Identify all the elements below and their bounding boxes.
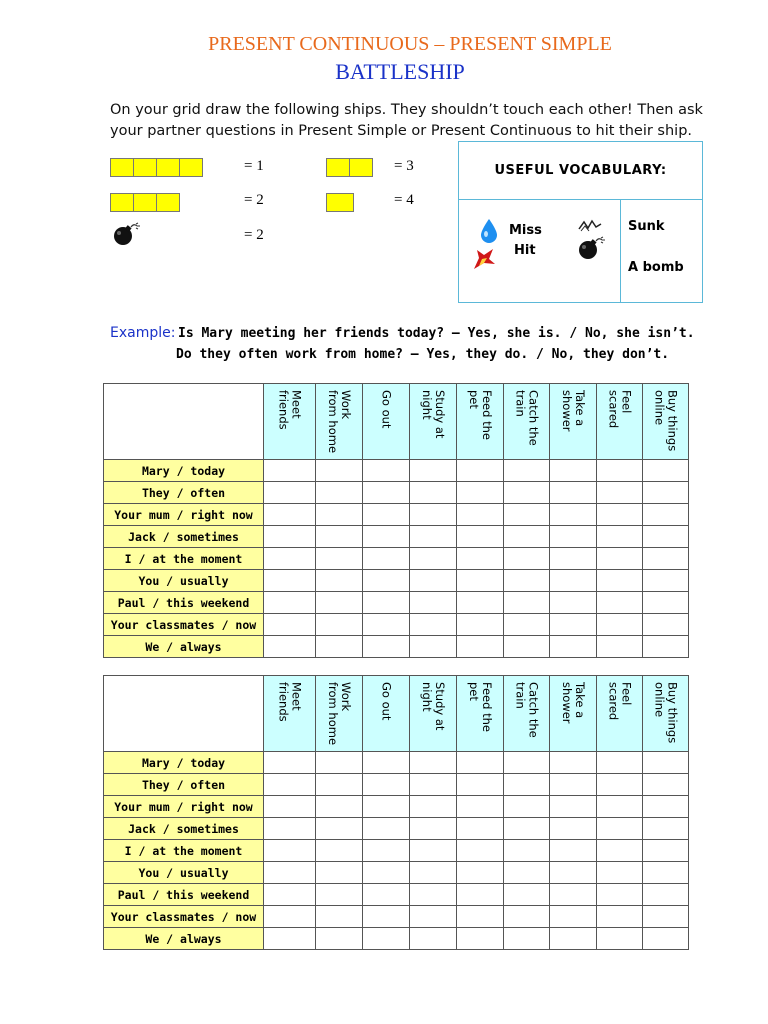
example-line-2: Do they often work from home? – Yes, they do. / No, they don’t.	[176, 347, 670, 362]
grid-cell[interactable]	[597, 796, 643, 818]
grid-cell[interactable]	[457, 636, 504, 658]
row-label: Your mum / right now	[104, 796, 264, 818]
table-row	[104, 862, 689, 884]
grid-cell[interactable]	[316, 570, 363, 592]
grid-cell[interactable]	[643, 906, 689, 928]
grid-cell[interactable]	[643, 570, 689, 592]
grid-cell[interactable]	[410, 774, 457, 796]
grid-cell[interactable]	[410, 460, 457, 482]
row-label: We / always	[104, 928, 264, 950]
grid-cell[interactable]	[316, 504, 363, 526]
grid-cell[interactable]	[410, 884, 457, 906]
grid-cell[interactable]	[597, 840, 643, 862]
activity-header	[643, 676, 689, 752]
sunk-icon	[577, 219, 603, 233]
grid-cell[interactable]	[264, 774, 316, 796]
grid-cell[interactable]	[550, 592, 597, 614]
grid-cell[interactable]	[363, 592, 410, 614]
row-label: Your mum / right now	[104, 504, 264, 526]
activity-label: Go out	[379, 682, 394, 721]
grid-cell[interactable]	[597, 526, 643, 548]
grid-cell[interactable]	[550, 774, 597, 796]
grid-cell[interactable]	[363, 818, 410, 840]
grid-cell[interactable]	[457, 906, 504, 928]
table-row	[104, 906, 689, 928]
grid-cell[interactable]	[316, 840, 363, 862]
row-label: Paul / this weekend	[104, 592, 264, 614]
grid-cell[interactable]	[264, 570, 316, 592]
grid-cell[interactable]	[410, 570, 457, 592]
grid-cell[interactable]	[643, 796, 689, 818]
grid-cell[interactable]	[410, 796, 457, 818]
grid-corner-cell	[104, 676, 264, 752]
water-drop-icon	[479, 218, 499, 244]
grid-cell[interactable]	[457, 614, 504, 636]
grid-cell[interactable]	[410, 636, 457, 658]
grid-cell[interactable]	[643, 818, 689, 840]
grid-cell[interactable]	[550, 526, 597, 548]
activity-label: Take a shower	[560, 682, 587, 724]
grid-cell[interactable]	[550, 504, 597, 526]
grid-cell[interactable]	[597, 906, 643, 928]
table-row	[104, 774, 689, 796]
grid-cell[interactable]	[363, 928, 410, 950]
grid-cell[interactable]	[410, 818, 457, 840]
grid-cell[interactable]	[316, 526, 363, 548]
grid-cell[interactable]	[264, 840, 316, 862]
grid-cell[interactable]	[457, 504, 504, 526]
grid-cell[interactable]	[363, 482, 410, 504]
ship-four-cells	[110, 158, 202, 177]
grid-cell[interactable]	[504, 482, 550, 504]
page-title: PRESENT CONTINUOUS – PRESENT SIMPLE	[208, 33, 612, 55]
grid-cell[interactable]	[363, 906, 410, 928]
grid-cell[interactable]	[597, 592, 643, 614]
grid-cell[interactable]	[457, 460, 504, 482]
table-row	[104, 614, 689, 636]
ship-four-count: = 1	[244, 158, 264, 174]
grid-cell[interactable]	[410, 548, 457, 570]
grid-cell[interactable]	[597, 614, 643, 636]
activity-label: Buy things online	[652, 390, 680, 452]
grid-cell[interactable]	[597, 752, 643, 774]
table-row	[104, 570, 689, 592]
table-row	[104, 460, 689, 482]
ship-one-count: = 4	[394, 192, 414, 208]
grid-cell[interactable]	[550, 818, 597, 840]
grid-cell[interactable]	[316, 774, 363, 796]
activity-header	[363, 676, 410, 752]
grid-cell[interactable]	[597, 774, 643, 796]
table-row	[104, 636, 689, 658]
grid-cell[interactable]	[363, 636, 410, 658]
grid-cell[interactable]	[363, 614, 410, 636]
grid-cell[interactable]	[643, 482, 689, 504]
vocab-sunk: Sunk	[628, 219, 665, 234]
activity-label: Work from home	[326, 682, 353, 746]
grid-cell[interactable]	[597, 504, 643, 526]
grid-cell[interactable]	[316, 636, 363, 658]
grid-cell[interactable]	[597, 636, 643, 658]
grid-cell[interactable]	[504, 884, 550, 906]
grid-cell[interactable]	[316, 884, 363, 906]
grid-cell[interactable]	[264, 592, 316, 614]
grid-cell[interactable]	[504, 928, 550, 950]
grid-cell[interactable]	[643, 840, 689, 862]
grid-cell[interactable]	[264, 862, 316, 884]
grid-cell[interactable]	[316, 592, 363, 614]
grid-cell[interactable]	[316, 928, 363, 950]
grid-cell[interactable]	[504, 774, 550, 796]
row-label: Your classmates / now	[104, 614, 264, 636]
grid-cell[interactable]	[363, 840, 410, 862]
grid-cell[interactable]	[410, 526, 457, 548]
grid-cell[interactable]	[316, 752, 363, 774]
row-label: Mary / today	[104, 752, 264, 774]
grid-cell[interactable]	[504, 614, 550, 636]
row-label: We / always	[104, 636, 264, 658]
activity-label: Catch the train	[513, 390, 541, 446]
example-line-1: Is Mary meeting her friends today? – Yes, she is. / No, she isn’t.	[178, 326, 695, 341]
grid-cell[interactable]	[550, 614, 597, 636]
grid-cell[interactable]	[643, 928, 689, 950]
grid-cell[interactable]	[643, 884, 689, 906]
activity-header	[597, 676, 643, 752]
row-label: I / at the moment	[104, 840, 264, 862]
grid-cell[interactable]	[597, 818, 643, 840]
ship-three-cells	[110, 193, 179, 212]
grid-cell[interactable]	[264, 906, 316, 928]
row-label: Paul / this weekend	[104, 884, 264, 906]
grid-cell[interactable]	[550, 862, 597, 884]
grid-cell[interactable]	[363, 504, 410, 526]
grid-cell[interactable]	[264, 796, 316, 818]
grid-cell[interactable]	[597, 548, 643, 570]
grid-cell[interactable]	[643, 774, 689, 796]
activity-label: Feed the pet	[467, 682, 494, 732]
grid-cell[interactable]	[457, 884, 504, 906]
grid-cell[interactable]	[264, 526, 316, 548]
grid-cell[interactable]	[363, 796, 410, 818]
grid-cell[interactable]	[597, 928, 643, 950]
grid-cell[interactable]	[410, 928, 457, 950]
activity-header	[316, 676, 363, 752]
battleship-grid-1	[103, 383, 689, 658]
grid-cell[interactable]	[363, 862, 410, 884]
table-row	[104, 796, 689, 818]
grid-cell[interactable]	[550, 570, 597, 592]
grid-cell[interactable]	[550, 884, 597, 906]
activity-header	[643, 384, 689, 460]
grid-cell[interactable]	[410, 482, 457, 504]
grid-cell[interactable]	[504, 548, 550, 570]
grid-cell[interactable]	[264, 614, 316, 636]
ship-one-cell	[326, 193, 353, 212]
grid-cell[interactable]	[457, 752, 504, 774]
grid-cell[interactable]	[457, 862, 504, 884]
grid-cell[interactable]	[504, 840, 550, 862]
grid-cell[interactable]	[457, 570, 504, 592]
grid-cell[interactable]	[597, 482, 643, 504]
grid-cell[interactable]	[264, 548, 316, 570]
grid-cell[interactable]	[504, 818, 550, 840]
activity-label: Meet friends	[276, 390, 304, 430]
grid-cell[interactable]	[597, 570, 643, 592]
grid-cell[interactable]	[597, 884, 643, 906]
table-row	[104, 592, 689, 614]
bomb-icon	[111, 222, 141, 246]
activity-label: Feed the pet	[467, 390, 494, 440]
table-row	[104, 818, 689, 840]
grid-cell[interactable]	[264, 884, 316, 906]
activity-header	[264, 384, 316, 460]
grid-cell[interactable]	[410, 504, 457, 526]
grid-cell[interactable]	[316, 482, 363, 504]
grid-cell[interactable]	[457, 818, 504, 840]
grid-cell[interactable]	[410, 906, 457, 928]
grid-cell[interactable]	[457, 526, 504, 548]
grid-header-row	[104, 676, 689, 752]
grid-cell[interactable]	[457, 796, 504, 818]
grid-cell[interactable]	[550, 460, 597, 482]
activity-label: Study at night	[420, 390, 447, 439]
grid-cell[interactable]	[457, 774, 504, 796]
grid-cell[interactable]	[316, 460, 363, 482]
activity-header	[597, 384, 643, 460]
row-label: They / often	[104, 774, 264, 796]
grid-cell[interactable]	[410, 592, 457, 614]
table-row	[104, 752, 689, 774]
grid-cell[interactable]	[550, 548, 597, 570]
grid-cell[interactable]	[550, 906, 597, 928]
grid-cell[interactable]	[504, 504, 550, 526]
row-label: Jack / sometimes	[104, 526, 264, 548]
grid-cell[interactable]	[264, 636, 316, 658]
activity-header	[410, 676, 457, 752]
grid-cell[interactable]	[504, 570, 550, 592]
grid-cell[interactable]	[643, 614, 689, 636]
table-row	[104, 840, 689, 862]
grid-cell[interactable]	[363, 548, 410, 570]
table-row	[104, 928, 689, 950]
grid-cell[interactable]	[643, 548, 689, 570]
activity-header	[457, 384, 504, 460]
grid-cell[interactable]	[643, 752, 689, 774]
row-label: Jack / sometimes	[104, 818, 264, 840]
grid-cell[interactable]	[643, 526, 689, 548]
ship-three-count: = 2	[244, 192, 264, 208]
explosion-icon	[471, 246, 497, 272]
grid-cell[interactable]	[363, 774, 410, 796]
grid-cell[interactable]	[457, 548, 504, 570]
grid-cell[interactable]	[504, 636, 550, 658]
grid-cell[interactable]	[264, 482, 316, 504]
table-row	[104, 504, 689, 526]
vocab-hit: Hit	[514, 243, 536, 258]
grid-cell[interactable]	[643, 636, 689, 658]
activity-label: Feel scared	[606, 390, 634, 429]
example-label: Example:	[110, 325, 176, 341]
grid-cell[interactable]	[643, 504, 689, 526]
grid-cell[interactable]	[410, 862, 457, 884]
grid-cell[interactable]	[316, 548, 363, 570]
grid-cell[interactable]	[504, 592, 550, 614]
activity-label: Take a shower	[560, 390, 587, 432]
grid-cell[interactable]	[643, 862, 689, 884]
grid-cell[interactable]	[504, 796, 550, 818]
grid-cell[interactable]	[550, 482, 597, 504]
row-label: They / often	[104, 482, 264, 504]
grid-cell[interactable]	[363, 752, 410, 774]
grid-cell[interactable]	[550, 840, 597, 862]
activity-header	[550, 676, 597, 752]
grid-cell[interactable]	[643, 460, 689, 482]
grid-cell[interactable]	[316, 906, 363, 928]
vocabulary-header: USEFUL VOCABULARY:	[459, 142, 702, 200]
activity-label: Work from home	[326, 390, 353, 454]
row-label: You / usually	[104, 570, 264, 592]
row-label: Mary / today	[104, 460, 264, 482]
vocabulary-box	[458, 141, 703, 303]
activity-header	[504, 384, 550, 460]
grid-cell[interactable]	[264, 752, 316, 774]
instructions: On your grid draw the following ships. They shouldn’t touch each other! Then ask your partner questions in Present Simple or Present Continuous to hit their ship.	[110, 102, 703, 139]
grid-cell[interactable]	[457, 592, 504, 614]
grid-cell[interactable]	[597, 460, 643, 482]
grid-cell[interactable]	[597, 862, 643, 884]
ship-two-cells	[326, 158, 372, 177]
grid-cell[interactable]	[643, 592, 689, 614]
row-label: You / usually	[104, 862, 264, 884]
table-row	[104, 482, 689, 504]
grid-cell[interactable]	[457, 928, 504, 950]
activity-label: Meet friends	[276, 682, 304, 722]
grid-cell[interactable]	[504, 460, 550, 482]
page-subtitle: BATTLESHIP	[335, 59, 465, 84]
row-label: Your classmates / now	[104, 906, 264, 928]
table-row	[104, 884, 689, 906]
grid-cell[interactable]	[264, 818, 316, 840]
grid-cell[interactable]	[550, 796, 597, 818]
grid-cell[interactable]	[550, 752, 597, 774]
grid-cell[interactable]	[264, 928, 316, 950]
activity-label: Buy things online	[652, 682, 680, 744]
activity-header	[457, 676, 504, 752]
activity-header	[504, 676, 550, 752]
grid-cell[interactable]	[410, 614, 457, 636]
vocab-miss: Miss	[509, 223, 542, 238]
bomb-count: = 2	[244, 227, 264, 243]
grid-cell[interactable]	[316, 862, 363, 884]
grid-cell[interactable]	[363, 526, 410, 548]
activity-label: Study at night	[420, 682, 447, 731]
grid-cell[interactable]	[550, 636, 597, 658]
grid-cell[interactable]	[363, 884, 410, 906]
activity-header	[410, 384, 457, 460]
activity-header	[264, 676, 316, 752]
grid-cell[interactable]	[316, 614, 363, 636]
grid-cell[interactable]	[504, 526, 550, 548]
grid-cell[interactable]	[504, 752, 550, 774]
grid-header-row	[104, 384, 689, 460]
grid-cell[interactable]	[316, 796, 363, 818]
activity-label: Feel scared	[606, 682, 634, 721]
ship-two-count: = 3	[394, 158, 414, 174]
grid-cell[interactable]	[550, 928, 597, 950]
activity-label: Catch the train	[513, 682, 541, 738]
table-row	[104, 526, 689, 548]
grid-cell[interactable]	[363, 570, 410, 592]
battleship-grid-2	[103, 675, 689, 950]
activity-header	[316, 384, 363, 460]
grid-cell[interactable]	[316, 818, 363, 840]
activity-header	[363, 384, 410, 460]
activity-header	[550, 384, 597, 460]
grid-cell[interactable]	[504, 906, 550, 928]
vocab-bomb: A bomb	[628, 260, 684, 275]
table-row	[104, 548, 689, 570]
vocabulary-divider	[620, 199, 621, 302]
grid-cell[interactable]	[363, 460, 410, 482]
row-label: I / at the moment	[104, 548, 264, 570]
grid-corner-cell	[104, 384, 264, 460]
grid-cell[interactable]	[264, 504, 316, 526]
grid-cell[interactable]	[410, 752, 457, 774]
activity-label: Go out	[379, 390, 394, 429]
grid-cell[interactable]	[504, 862, 550, 884]
grid-cell[interactable]	[457, 840, 504, 862]
grid-cell[interactable]	[457, 482, 504, 504]
grid-cell[interactable]	[264, 460, 316, 482]
bomb-icon	[576, 236, 606, 260]
grid-cell[interactable]	[410, 840, 457, 862]
